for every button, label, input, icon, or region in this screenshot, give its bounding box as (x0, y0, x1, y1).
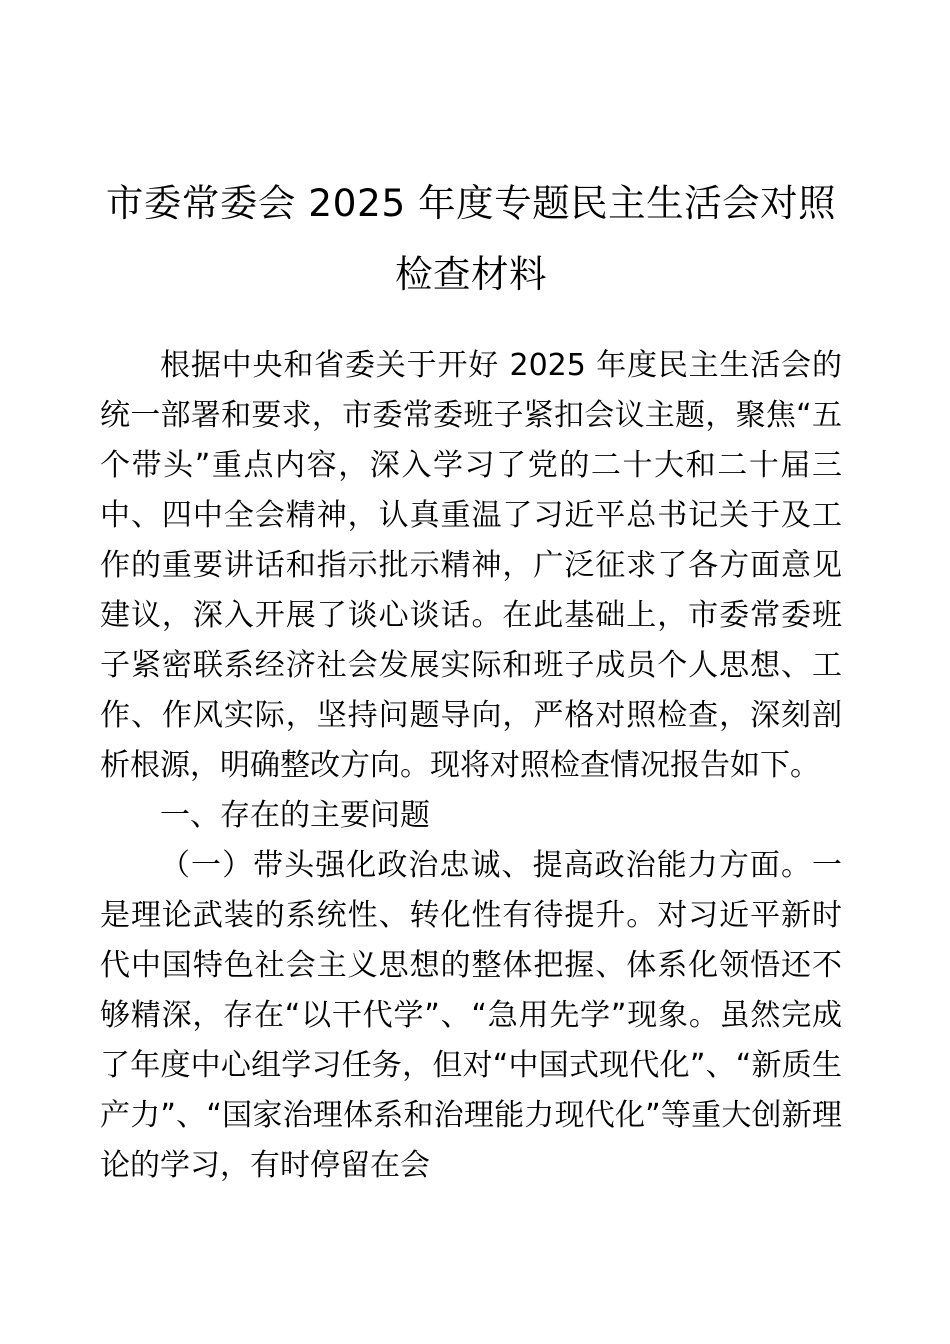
document-body (100, 341, 842, 1191)
document-title (100, 0, 842, 310)
document-title-line-1: 市委常委会 2025 年度专题民主生活会对照 (105, 181, 837, 225)
document-content (100, 0, 842, 1191)
heading-section-one: 一、存在的主要问题 (160, 798, 430, 833)
paragraph-intro: 根据中央和省委关于开好 2025 年度民主生活会的统一部署和要求，市委常委班子紧扣会议主题，聚焦“五个带头”重点内容，深入学习了党的二十大和二十届三中、四中全会精神，认真重温了习近平总书记关于及工作的重要讲话和指示批示精神，广泛征求了各方面意见建议，深入开展了谈心谈话。在此基础上，市委常委班子紧密联系经济社会发展实际和班子成员个人思想、工作、作风实际，坚持问题导向，严格对照检查，深刻剖析根源，明确整改方向。现将对照检查情况报告如下。 (100, 348, 842, 783)
paragraph-section-one-item-a: （一）带头强化政治忠诚、提高政治能力方面。一是理论武装的系统性、转化性有待提升。对习近平新时代中国特色社会主义思想的整体把握、体系化领悟还不够精深，存在“以干代学”、“急用先学”现象。虽然完成了年度中心组学习任务，但对“中国式现代化”、“新质生产力”、“国家治理体系和治理能力现代化”等重大创新理论的学习，有时停留在会 (100, 848, 842, 1183)
document-title-line-2: 检查材料 (395, 252, 547, 296)
